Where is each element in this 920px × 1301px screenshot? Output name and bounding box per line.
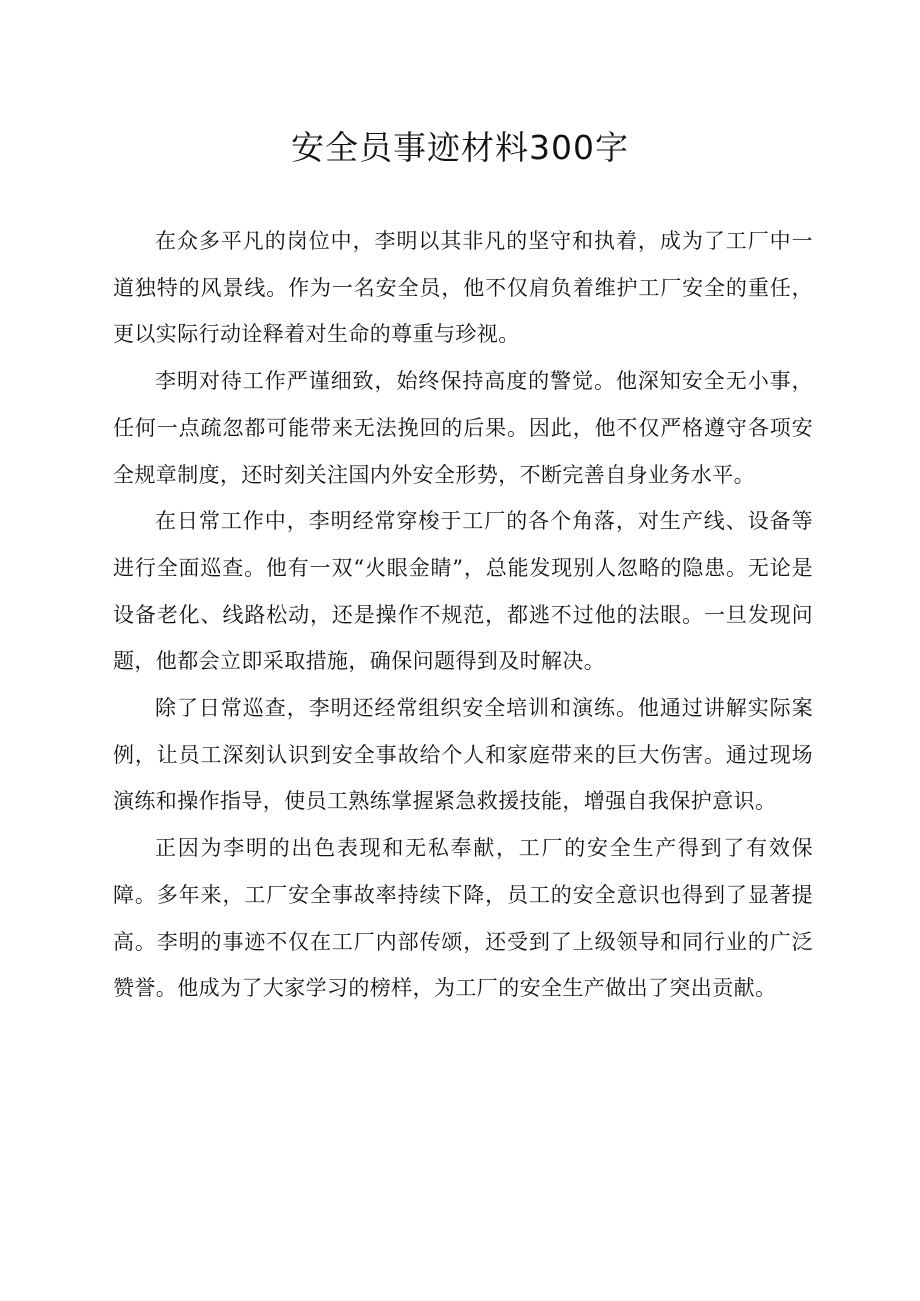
paragraph-4: 除了日常巡查，李明还经常组织安全培训和演练。他通过讲解实际案例，让员工深刻认识到安全事故给个人和家庭带来的巨大伤害。通过现场演练和操作指导，使员工熟练掌握紧急救援技能，增强自我保护意识。 — [113, 696, 813, 814]
paragraph-1: 在众多平凡的岗位中，李明以其非凡的坚守和执着，成为了工厂中一道独特的风景线。作为一名安全员，他不仅肩负着维护工厂安全的重任，更以实际行动诠释着对生命的尊重与珍视。 — [113, 229, 813, 347]
paragraph-2: 李明对待工作严谨细致，始终保持高度的警觉。他深知安全无小事，任何一点疏忽都可能带来无法挽回的后果。因此，他不仅严格遵守各项安全规章制度，还时刻关注国内外安全形势，不断完善自身业务水平。 — [113, 369, 813, 487]
paragraph-5: 正因为李明的出色表现和无私奉献，工厂的安全生产得到了有效保障。多年来，工厂安全事故率持续下降，员工的安全意识也得到了显著提高。李明的事迹不仅在工厂内部传颂，还受到了上级领导和同行业的广泛赞誉。他成为了大家学习的榜样，为工厂的安全生产做出了突出贡献。 — [113, 836, 813, 1001]
paragraph-3: 在日常工作中，李明经常穿梭于工厂的各个角落，对生产线、设备等进行全面巡查。他有一双“火眼金睛”，总能发现别人忽略的隐患。无论是设备老化、线路松动，还是操作不规范，都逃不过他的法眼。一旦发现问题，他都会立即采取措施，确保问题得到及时解决。 — [113, 509, 813, 674]
document-title: 安全员事迹材料300字 — [291, 128, 629, 167]
document-body — [113, 218, 813, 1012]
